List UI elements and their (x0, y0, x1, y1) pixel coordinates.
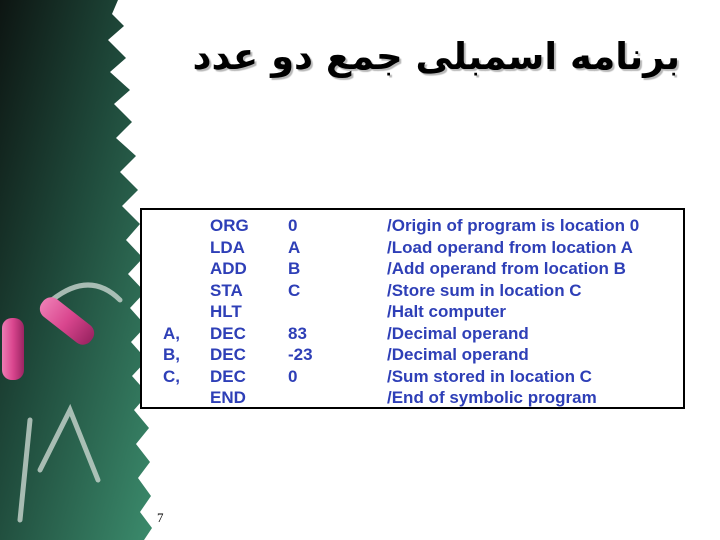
code-comment: /Halt computer (387, 302, 507, 321)
code-comment: /Decimal operand (387, 323, 529, 343)
code-comment: /Load operand from location A (387, 237, 633, 257)
code-operand: C (288, 280, 301, 300)
code-comment: /Store sum in location C (387, 280, 582, 300)
assembly-program-box (140, 208, 685, 409)
code-operand: 0 (288, 216, 298, 235)
code-opcode: STA (210, 280, 243, 300)
code-opcode: DEC (210, 323, 246, 343)
code-operand: 0 (288, 366, 298, 386)
code-label: A, (163, 323, 180, 343)
code-line (142, 280, 683, 302)
code-opcode: ADD (210, 259, 247, 278)
code-label: C, (163, 366, 180, 386)
code-comment: /Sum stored in location C (387, 366, 592, 386)
code-comment: /End of symbolic program (387, 388, 597, 407)
code-opcode: LDA (210, 237, 245, 257)
code-comment: /Decimal operand (387, 345, 529, 364)
code-line (142, 301, 683, 323)
code-line (142, 344, 683, 366)
slide-title: برنامه اسمبلی جمع دو عدد (192, 35, 680, 78)
chalkboard-strip (0, 0, 152, 540)
code-operand: B (288, 259, 301, 278)
code-line (142, 237, 683, 259)
page-number: 7 (157, 510, 164, 525)
code-opcode: HLT (210, 302, 242, 321)
code-operand: A (288, 237, 301, 257)
code-opcode: END (210, 388, 246, 407)
code-comment: /Add operand from location B (387, 259, 626, 278)
code-line (142, 258, 683, 280)
code-line (142, 323, 683, 345)
code-line (142, 215, 683, 237)
code-opcode: DEC (210, 345, 246, 364)
code-operand: -23 (288, 345, 313, 364)
code-operand: 83 (288, 323, 307, 343)
code-comment: /Origin of program is location 0 (387, 216, 640, 235)
code-opcode: ORG (210, 216, 249, 235)
code-line (142, 387, 683, 409)
code-opcode: DEC (210, 366, 246, 386)
code-line (142, 366, 683, 388)
code-label: B, (163, 345, 180, 364)
